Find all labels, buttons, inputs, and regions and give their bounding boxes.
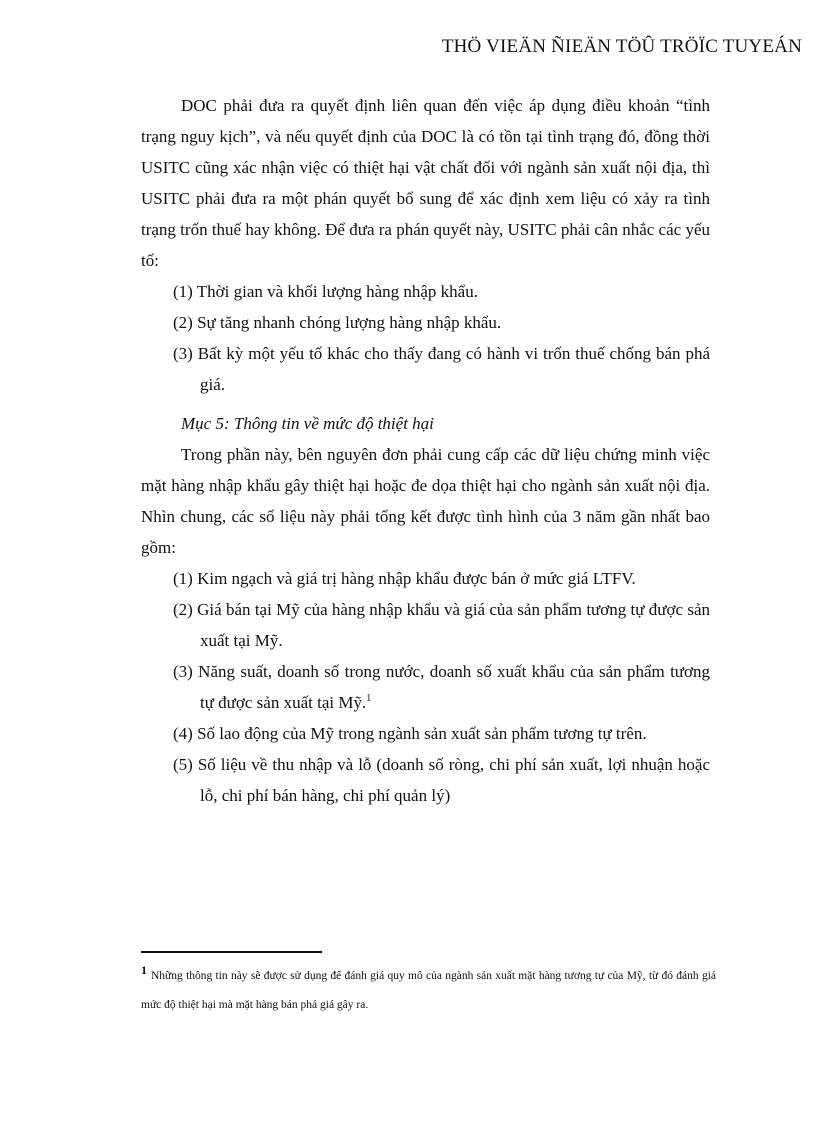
page-header: THÖ VIEÄN ÑIEÄN TÖÛ TRÖÏC TUYEÁN: [441, 36, 802, 57]
paragraph-injury-info: Trong phần này, bên nguyên đơn phải cung cấp các dữ liệu chứng minh việc mặt hàng nhập khẩu gây thiệt hại hoặc đe dọa thiệt hại cho ngành sản xuất nội địa. Nhìn chung, các số liệu này phải tổng kết được tình hình của 3 năm gần nhất bao gồm:: [141, 445, 710, 557]
footnote-reference: 1: [366, 693, 372, 704]
footnote-marker: 1: [141, 963, 147, 977]
list-item-factor-3: (3) Bất kỳ một yếu tố khác cho thấy đang có hành vi trốn thuế chống bán phá giá.: [173, 344, 710, 394]
paragraph-doc-decision: DOC phải đưa ra quyết định liên quan đến việc áp dụng điều khoản “tình trạng nguy kịch”, và nếu quyết định của DOC là có tồn tại tình trạng đó, đồng thời USITC cũng xác nhận việc có thiệt hại vật chất đối với ngành sản xuất nội địa, thì USITC phải đưa ra một phán quyết bổ sung để xác định xem liệu có xảy ra tình trạng trốn thuế hay không. Để đưa ra phán quyết này, USITC phải cân nhắc các yếu tố:: [141, 96, 710, 270]
footnote-text: Những thông tin này sẽ được sử dụng để đánh giá quy mô của ngành sản xuất mặt hàng tương tự của Mỹ, từ đó đánh giá mức độ thiệt hại mà mặt hàng bán phá giá gây ra.: [141, 970, 716, 1011]
list-item-data-1: (1) Kim ngạch và giá trị hàng nhập khẩu được bán ở mức giá LTFV.: [173, 569, 636, 588]
list-item-factor-2: (2) Sự tăng nhanh chóng lượng hàng nhập khẩu.: [173, 313, 502, 332]
list-item-data-3: [173, 656, 710, 718]
footnote: [141, 962, 716, 1020]
list-item-factor-1: (1) Thời gian và khối lượng hàng nhập khẩu.: [173, 282, 478, 301]
list-item-data-3-text: (3) Năng suất, doanh số trong nước, doanh số xuất khẩu của sản phẩm tương tự được sản xuất tại Mỹ.: [173, 662, 710, 712]
footnote-divider: [141, 951, 322, 953]
list-item-data-4: (4) Số lao động của Mỹ trong ngành sản xuất sản phẩm tương tự trên.: [173, 724, 647, 743]
section-heading: Mục 5: Thông tin về mức độ thiệt hại: [181, 414, 434, 433]
list-item-data-5: (5) Số liệu về thu nhập và lỗ (doanh số ròng, chi phí sản xuất, lợi nhuận hoặc lỗ, chi phí bán hàng, chi phí quản lý): [173, 755, 710, 805]
list-item-data-2: (2) Giá bán tại Mỹ của hàng nhập khẩu và giá của sản phẩm tương tự được sản xuất tại Mỹ.: [173, 600, 710, 650]
document-body: [141, 90, 710, 811]
